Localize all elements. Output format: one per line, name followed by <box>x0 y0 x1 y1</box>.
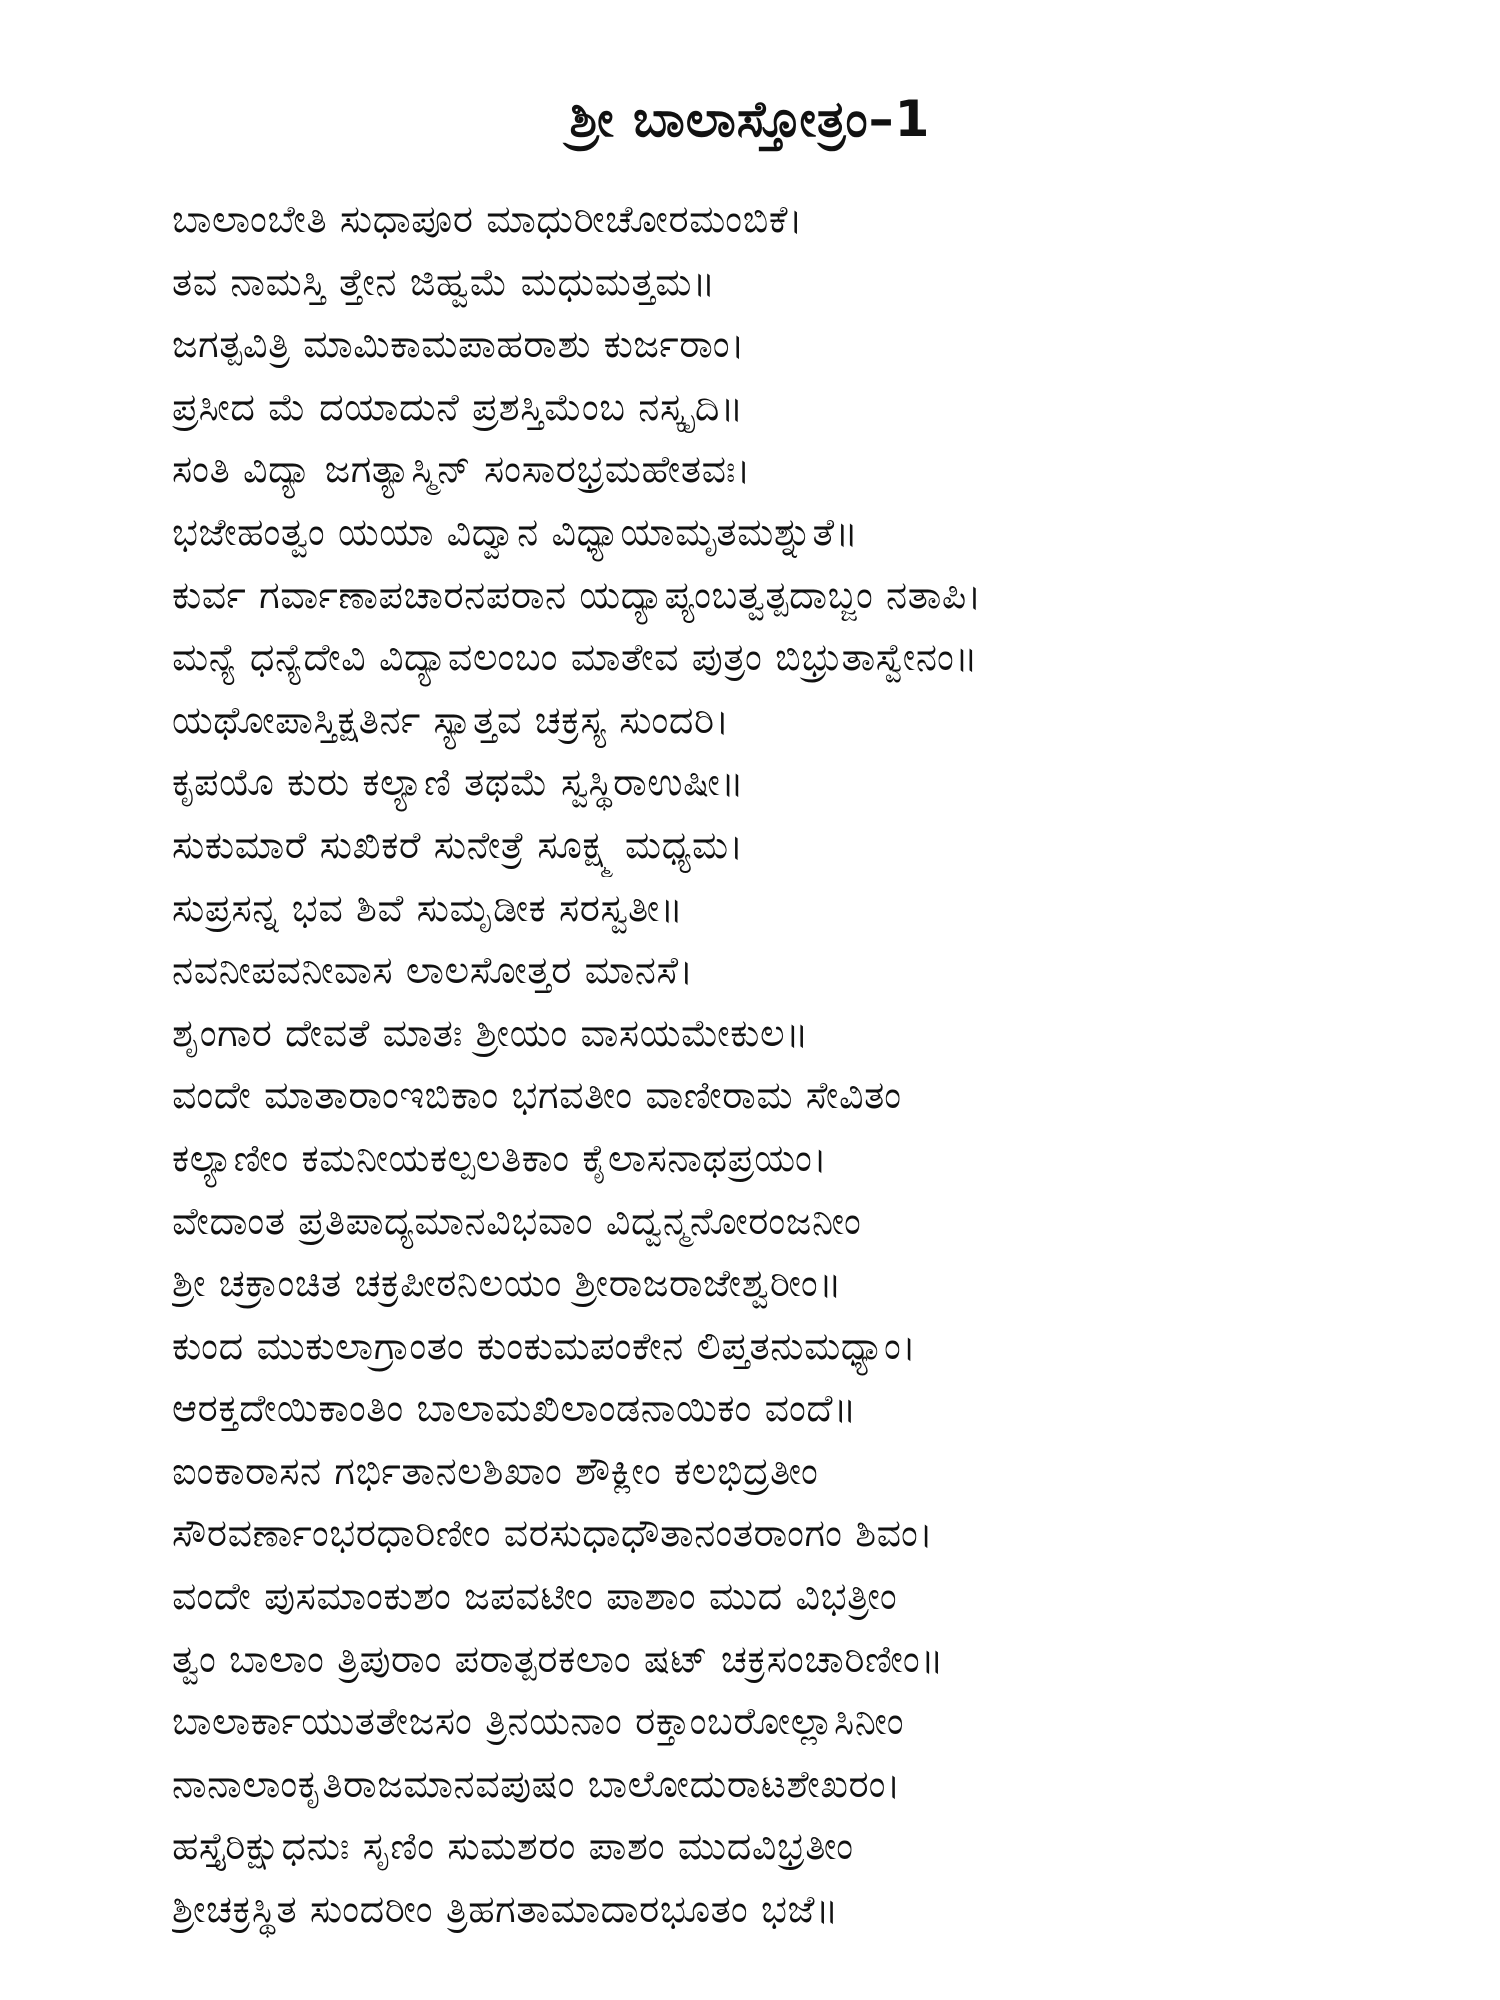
verse-line: ಕೃಪಯೊ ಕುರು ಕಲ್ಯಾಣಿ ತಥಮೆ ಸ್ವಸ್ಥಿರಾಉಷೀ॥ <box>172 760 745 805</box>
verse-line: ಪ್ರಸೀದ ಮೆ ದಯಾದುನೆ ಪ್ರಶಸ್ತಿಮೆಂಬ ನಸ್ಕೃದಿ॥ <box>172 384 744 429</box>
verse-line: ಆರಕ್ತದೇಯಿಕಾಂತಿಂ ಬಾಲಾಮಖಿಲಾಂಡನಾಯಿಕಂ ವಂದೆ॥ <box>172 1386 857 1431</box>
verse-line: ಕಲ್ಯಾಣೀಂ ಕಮನೀಯಕಲ್ಪಲತಿಕಾಂ ಕೈಲಾಸನಾಥಪ್ರಯಂ। <box>172 1135 828 1180</box>
verse-line: ಯಥೋಪಾಸ್ತಿಕ್ಷತಿರ್ನ ಸ್ಯಾತ್ತವ ಚಕ್ರಸ್ಯ ಸುಂದರಿ। <box>172 697 730 742</box>
verse-line: ನವನೀಪವನೀವಾಸ ಲಾಲಸೋತ್ತರ ಮಾನಸೆ। <box>172 948 694 993</box>
verse-line: ಶ್ರೀ ಚಕ್ರಾಂಚಿತ ಚಕ್ರಪೀಠನಿಲಯಂ ಶ್ರೀರಾಜರಾಜೇಶ್ವರೀಂ॥ <box>172 1261 843 1306</box>
verse-line: ಹಸ್ತೈರಿಕ್ಷುಧನುಃ ಸೃಣಿಂ ಸುಮಶರಂ ಪಾಶಂ ಮುದವಿಭ್ರತೀಂ <box>172 1824 854 1869</box>
verse-line: ಜಗತ್ಪವಿತ್ರಿ ಮಾಮಿಕಾಮಪಾಹರಾಶು ಕುರ್ಜರಾಂ। <box>172 322 746 367</box>
verse-line: ಬಾಲಾಂಬೇತಿ ಸುಧಾಪೂರ ಮಾಧುರೀಚೋರಮಂಬಿಕೆ। <box>172 197 804 241</box>
verse-list <box>172 188 1372 1941</box>
document-title: ಶ್ರೀ ಬಾಲಾಸ್ತೋತ್ರಂ–1 <box>569 90 931 148</box>
verse-line: ನಾನಾಲಾಂಕೃತಿರಾಜಮಾನವಪುಷಂ ಬಾಲೋದುರಾಟಶೇಖರಂ। <box>172 1761 902 1806</box>
verse-line: ಶೃಂಗಾರ ದೇವತೆ ಮಾತಃ ಶ್ರೀಯಂ ವಾಸಯಮೇಕುಲ॥ <box>172 1010 809 1055</box>
verse-line: ಕುಂದ ಮುಕುಲಾಗ್ರಾಂತಂ ಕುಂಕುಮಪಂಕೇನ ಲಿಪ್ತತನುಮಧ್ಯಾಂ। <box>172 1323 917 1368</box>
verse-line: ಬಾಲಾರ್ಕಾಯುತತೇಜಸಂ ತ್ರಿನಯನಾಂ ರಕ್ತಾಂಬರೋಲ್ಲಾಸಿನೀಂ <box>172 1699 905 1744</box>
verse-line: ಭಜೇಹಂತ್ವಂ ಯಯಾ ವಿದ್ವಾನ ವಿಧ್ಯಾಯಾಮೃತಮಶ್ನುತೆ॥ <box>172 509 859 554</box>
verse-line: ಸಂತಿ ವಿದ್ಯಾ ಜಗತ್ಯಾಸ್ಮಿನ್ ಸಂಸಾರಭ್ರಮಹೇತವಃ। <box>172 447 752 492</box>
verse-line: ತ್ವಂ ಬಾಲಾಂ ತ್ರಿಪುರಾಂ ಪರಾತ್ಪರಕಲಾಂ ಷಟ್ ಚಕ್ರಸಂಚಾರಿಣೀಂ॥ <box>172 1636 945 1681</box>
verse-line: ವಂದೇ ಪುಸಮಾಂಕುಶಂ ಜಪವಟೀಂ ಪಾಶಾಂ ಮುದ ವಿಭತ್ರೀಂ <box>172 1574 898 1619</box>
verse-line: ತವ ನಾಮಸ್ತಿ ತ್ತೇನ ಜಿಹ್ವಮೆ ಮಧುಮತ್ತಮ॥ <box>172 259 716 304</box>
verse-line: ಸುಪ್ರಸನ್ನ ಭವ ಶಿವೆ ಸುಮೃಡೀಕ ಸರಸ್ವತೀ॥ <box>172 885 684 930</box>
verse-line: ಐಂಕಾರಾಸನ ಗರ್ಭಿತಾನಲಶಿಖಾಂ ಶೌಕ್ಲೀಂ ಕಲಭಿದ್ರತೀಂ <box>172 1448 819 1493</box>
verse-line: ಮನ್ಯೆ ಧನ್ಯೆದೇವಿ ವಿದ್ಯಾವಲಂಬಂ ಮಾತೇವ ಪುತ್ರಂ ಬಿಭ್ರುತಾಸ್ವೇನಂ॥ <box>172 635 979 680</box>
verse-line: ವಂದೇ ಮಾತಾರಾಂಇಬಿಕಾಂ ಭಗವತೀಂ ವಾಣೀರಾಮ ಸೇವಿತಂ <box>172 1073 902 1118</box>
verse-line: ಸುಕುಮಾರೆ ಸುಖಿಕರೆ ಸುನೇತ್ರೆ ಸೂಕ್ಷ್ಮ ಮಧ್ಯಮ। <box>172 822 744 867</box>
verse-line: ಕುರ್ವ ಗರ್ವಾಣಾಪಚಾರನಪರಾನ ಯದ್ಯಾಪ್ಯಂಬತ್ವತ್ಪದಾಬ್ಜಂ ನತಾಪಿ। <box>172 572 982 617</box>
verse-line: ಶ್ರೀಚಕ್ರಸ್ಥಿತ ಸುಂದರೀಂ ತ್ರಿಹಗತಾಮಾದಾರಭೂತಂ ಭಜೆ॥ <box>172 1887 839 1932</box>
verse-line: ವೇದಾಂತ ಪ್ರತಿಪಾದ್ಯಮಾನವಿಭವಾಂ ವಿದ್ವನ್ಮನೋರಂಜನೀಂ <box>172 1198 862 1243</box>
verse-line: ಸೌರವರ್ಣಾಂಭರಧಾರಿಣೀಂ ವರಸುಧಾಧೌತಾನಂತರಾಂಗಂ ಶಿವಂ। <box>172 1511 934 1556</box>
